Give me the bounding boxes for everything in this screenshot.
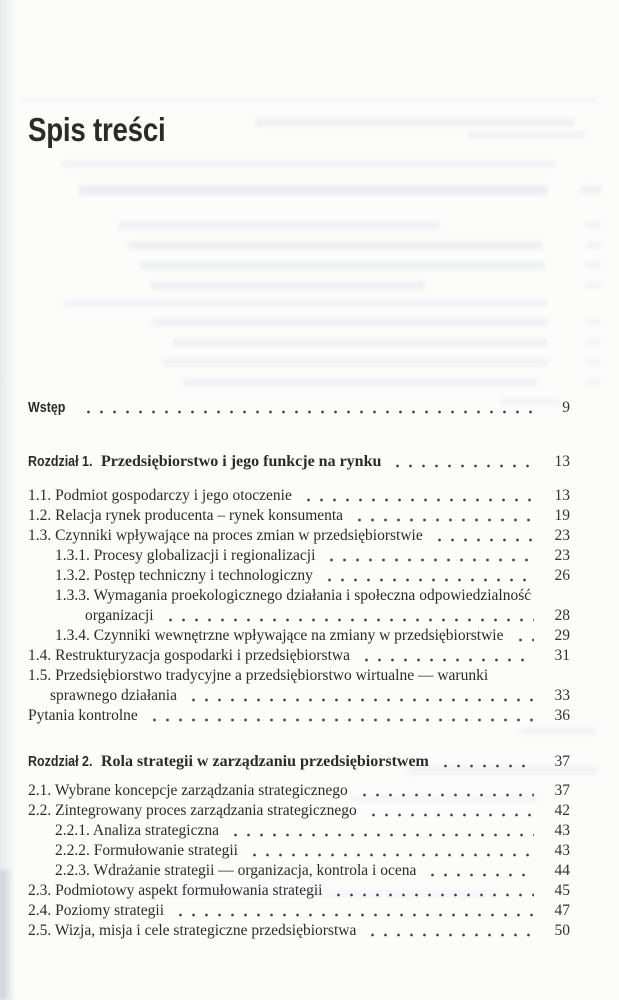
dot-leader <box>172 901 534 921</box>
dot-leader <box>431 526 534 546</box>
ghost-text-line <box>585 221 601 229</box>
toc-page-number: 13 <box>554 487 570 504</box>
toc-row <box>28 626 570 646</box>
ghost-text-line <box>172 338 548 347</box>
toc-entry-label: 2.2.1. Analiza strategiczna <box>55 822 219 839</box>
dot-leader <box>321 566 534 586</box>
ghost-text-line <box>128 241 543 250</box>
toc-entry-label: 1.3.1. Procesy globalizacji i regionalizacji <box>55 547 316 564</box>
toc-entry-label: 1.3.4. Czynniki wewnętrzne wpływające na zmiany w przedsiębiorstwie <box>55 627 504 644</box>
toc-row <box>28 801 570 821</box>
dot-leader <box>227 821 534 841</box>
ghost-text-line <box>150 281 425 290</box>
dot-leader <box>323 546 534 566</box>
dot-leader <box>162 606 534 626</box>
page-corner-shadow <box>0 870 13 1000</box>
dot-leader <box>330 881 534 901</box>
toc-page-number: 44 <box>554 862 570 879</box>
ghost-text-line <box>585 378 601 386</box>
toc-row <box>28 506 570 526</box>
toc-entry-label: 1.3. Czynniki wpływające na proces zmian w przedsiębiorstwie <box>28 527 423 544</box>
dot-leader <box>246 841 534 861</box>
dot-leader <box>351 506 534 526</box>
toc-page-number: 29 <box>554 627 570 644</box>
toc-page-number: 28 <box>554 607 570 624</box>
toc-entry-label: 2.1. Wybrane koncepcje zarządzania strategicznego <box>28 782 348 799</box>
toc-row <box>28 486 570 506</box>
toc-entry-label: 2.2. Zintegrowany proces zarządzania strategicznego <box>28 802 357 819</box>
ghost-text-line <box>585 261 601 269</box>
toc-page-number: 43 <box>554 842 570 859</box>
toc-page-number: 43 <box>554 822 570 839</box>
toc-entry-label: 1.2. Relacja rynek producenta – rynek konsumenta <box>28 507 344 524</box>
toc-page-number: 37 <box>554 753 570 770</box>
toc-entry-label: 1.3.3. Wymagania proekologicznego działania i społeczna odpowiedzialność <box>55 587 532 604</box>
toc-entry-label: 1.5. Przedsiębiorstwo tradycyjne a przedsiębiorstwo wirtualne — warunki <box>28 667 489 684</box>
toc-entry-label: 1.1. Podmiot gospodarczy i jego otoczenie <box>28 487 292 504</box>
ghost-text-line <box>140 261 545 270</box>
dot-leader <box>300 486 534 506</box>
page-title-text: Spis treści <box>28 111 166 148</box>
ghost-text-line <box>162 358 548 367</box>
toc-row <box>28 881 570 901</box>
toc-page-number: 23 <box>554 527 570 544</box>
toc-entry-label: 2.4. Poziomy strategii <box>28 902 165 919</box>
toc-row <box>28 398 570 418</box>
toc-entry-label: 2.2.2. Formułowanie strategii <box>55 842 238 859</box>
ghost-text-line <box>182 378 538 387</box>
ghost-text-line <box>152 318 548 327</box>
toc-page-number: 26 <box>554 567 570 584</box>
toc-page-number: 13 <box>554 453 570 470</box>
dot-leader <box>364 921 534 941</box>
toc-row <box>28 861 570 881</box>
toc-page-number: 36 <box>554 707 570 724</box>
ghost-text-line <box>20 97 598 103</box>
ghost-text-line <box>585 358 601 366</box>
toc-row <box>28 781 570 801</box>
ghost-text-line <box>118 221 440 230</box>
toc-row <box>28 646 570 666</box>
page-title <box>28 112 570 148</box>
chapter-prefix: Rozdział 1. <box>28 454 93 470</box>
toc-entry-label: 1.4. Restrukturyzacja gospodarki i przedsiębiorstwa <box>28 647 350 664</box>
toc-page-number: 19 <box>554 507 570 524</box>
table-of-contents <box>28 398 570 941</box>
ghost-text-line <box>62 299 548 307</box>
toc-row <box>28 566 570 586</box>
dot-leader <box>512 626 535 646</box>
dot-leader <box>437 750 534 774</box>
toc-row <box>28 841 570 861</box>
toc-page-number: 37 <box>554 782 570 799</box>
toc-row <box>28 821 570 841</box>
toc-entry-label: Pytania kontrolne <box>28 707 138 724</box>
toc-row <box>28 921 570 941</box>
toc-entry-label: sprawnego działania <box>50 687 177 704</box>
toc-entry-label: Wstęp <box>28 400 66 416</box>
ghost-text-line <box>585 281 601 289</box>
toc-row <box>28 586 570 606</box>
toc-entry-label: Przedsiębiorstwo i jego funkcje na rynku <box>96 453 382 470</box>
toc-page-number: 33 <box>554 687 570 704</box>
toc-entry-label: organizacji <box>85 607 154 624</box>
toc-page-number: 23 <box>554 547 570 564</box>
ghost-text-line <box>585 338 601 346</box>
ghost-text-line <box>78 185 548 195</box>
toc-chapter-row <box>28 750 570 774</box>
toc-row <box>28 526 570 546</box>
toc-page-number: 9 <box>562 399 570 416</box>
toc-row <box>28 666 570 686</box>
dot-leader <box>365 801 534 821</box>
toc-page-number: 45 <box>554 882 570 899</box>
ghost-text-line <box>60 160 558 168</box>
toc-row <box>28 606 570 626</box>
ghost-text-line <box>585 318 601 326</box>
toc-entry-label: 1.3.2. Postęp techniczny i technologiczny <box>55 567 313 584</box>
toc-page-number: 42 <box>554 802 570 819</box>
page-binding-shadow <box>0 0 16 1000</box>
dot-leader <box>146 706 534 726</box>
dot-leader <box>389 450 534 474</box>
dot-leader <box>424 861 534 881</box>
toc-entry-label: Rola strategii w zarządzaniu przedsiębiorstwem <box>96 753 429 770</box>
dot-leader <box>80 398 535 418</box>
chapter-prefix: Rozdział 2. <box>28 754 93 770</box>
toc-page-number: 31 <box>554 647 570 664</box>
toc-entry-label: 2.5. Wizja, misja i cele strategiczne przedsiębiorstwa <box>28 922 357 939</box>
toc-row <box>28 546 570 566</box>
toc-entry-label: 2.3. Podmiotowy aspekt formułowania strategii <box>28 882 323 899</box>
dot-leader <box>358 646 534 666</box>
toc-row <box>28 901 570 921</box>
ghost-text-line <box>585 241 601 249</box>
toc-row <box>28 686 570 706</box>
toc-page-number: 50 <box>554 922 570 939</box>
ghost-text-line <box>580 185 602 194</box>
toc-page-number: 47 <box>554 902 570 919</box>
toc-entry-label: 2.2.3. Wdrażanie strategii — organizacja, kontrola i ocena <box>55 862 417 879</box>
dot-leader <box>185 686 534 706</box>
dot-leader <box>356 781 534 801</box>
toc-row <box>28 706 570 726</box>
toc-chapter-row <box>28 450 570 474</box>
